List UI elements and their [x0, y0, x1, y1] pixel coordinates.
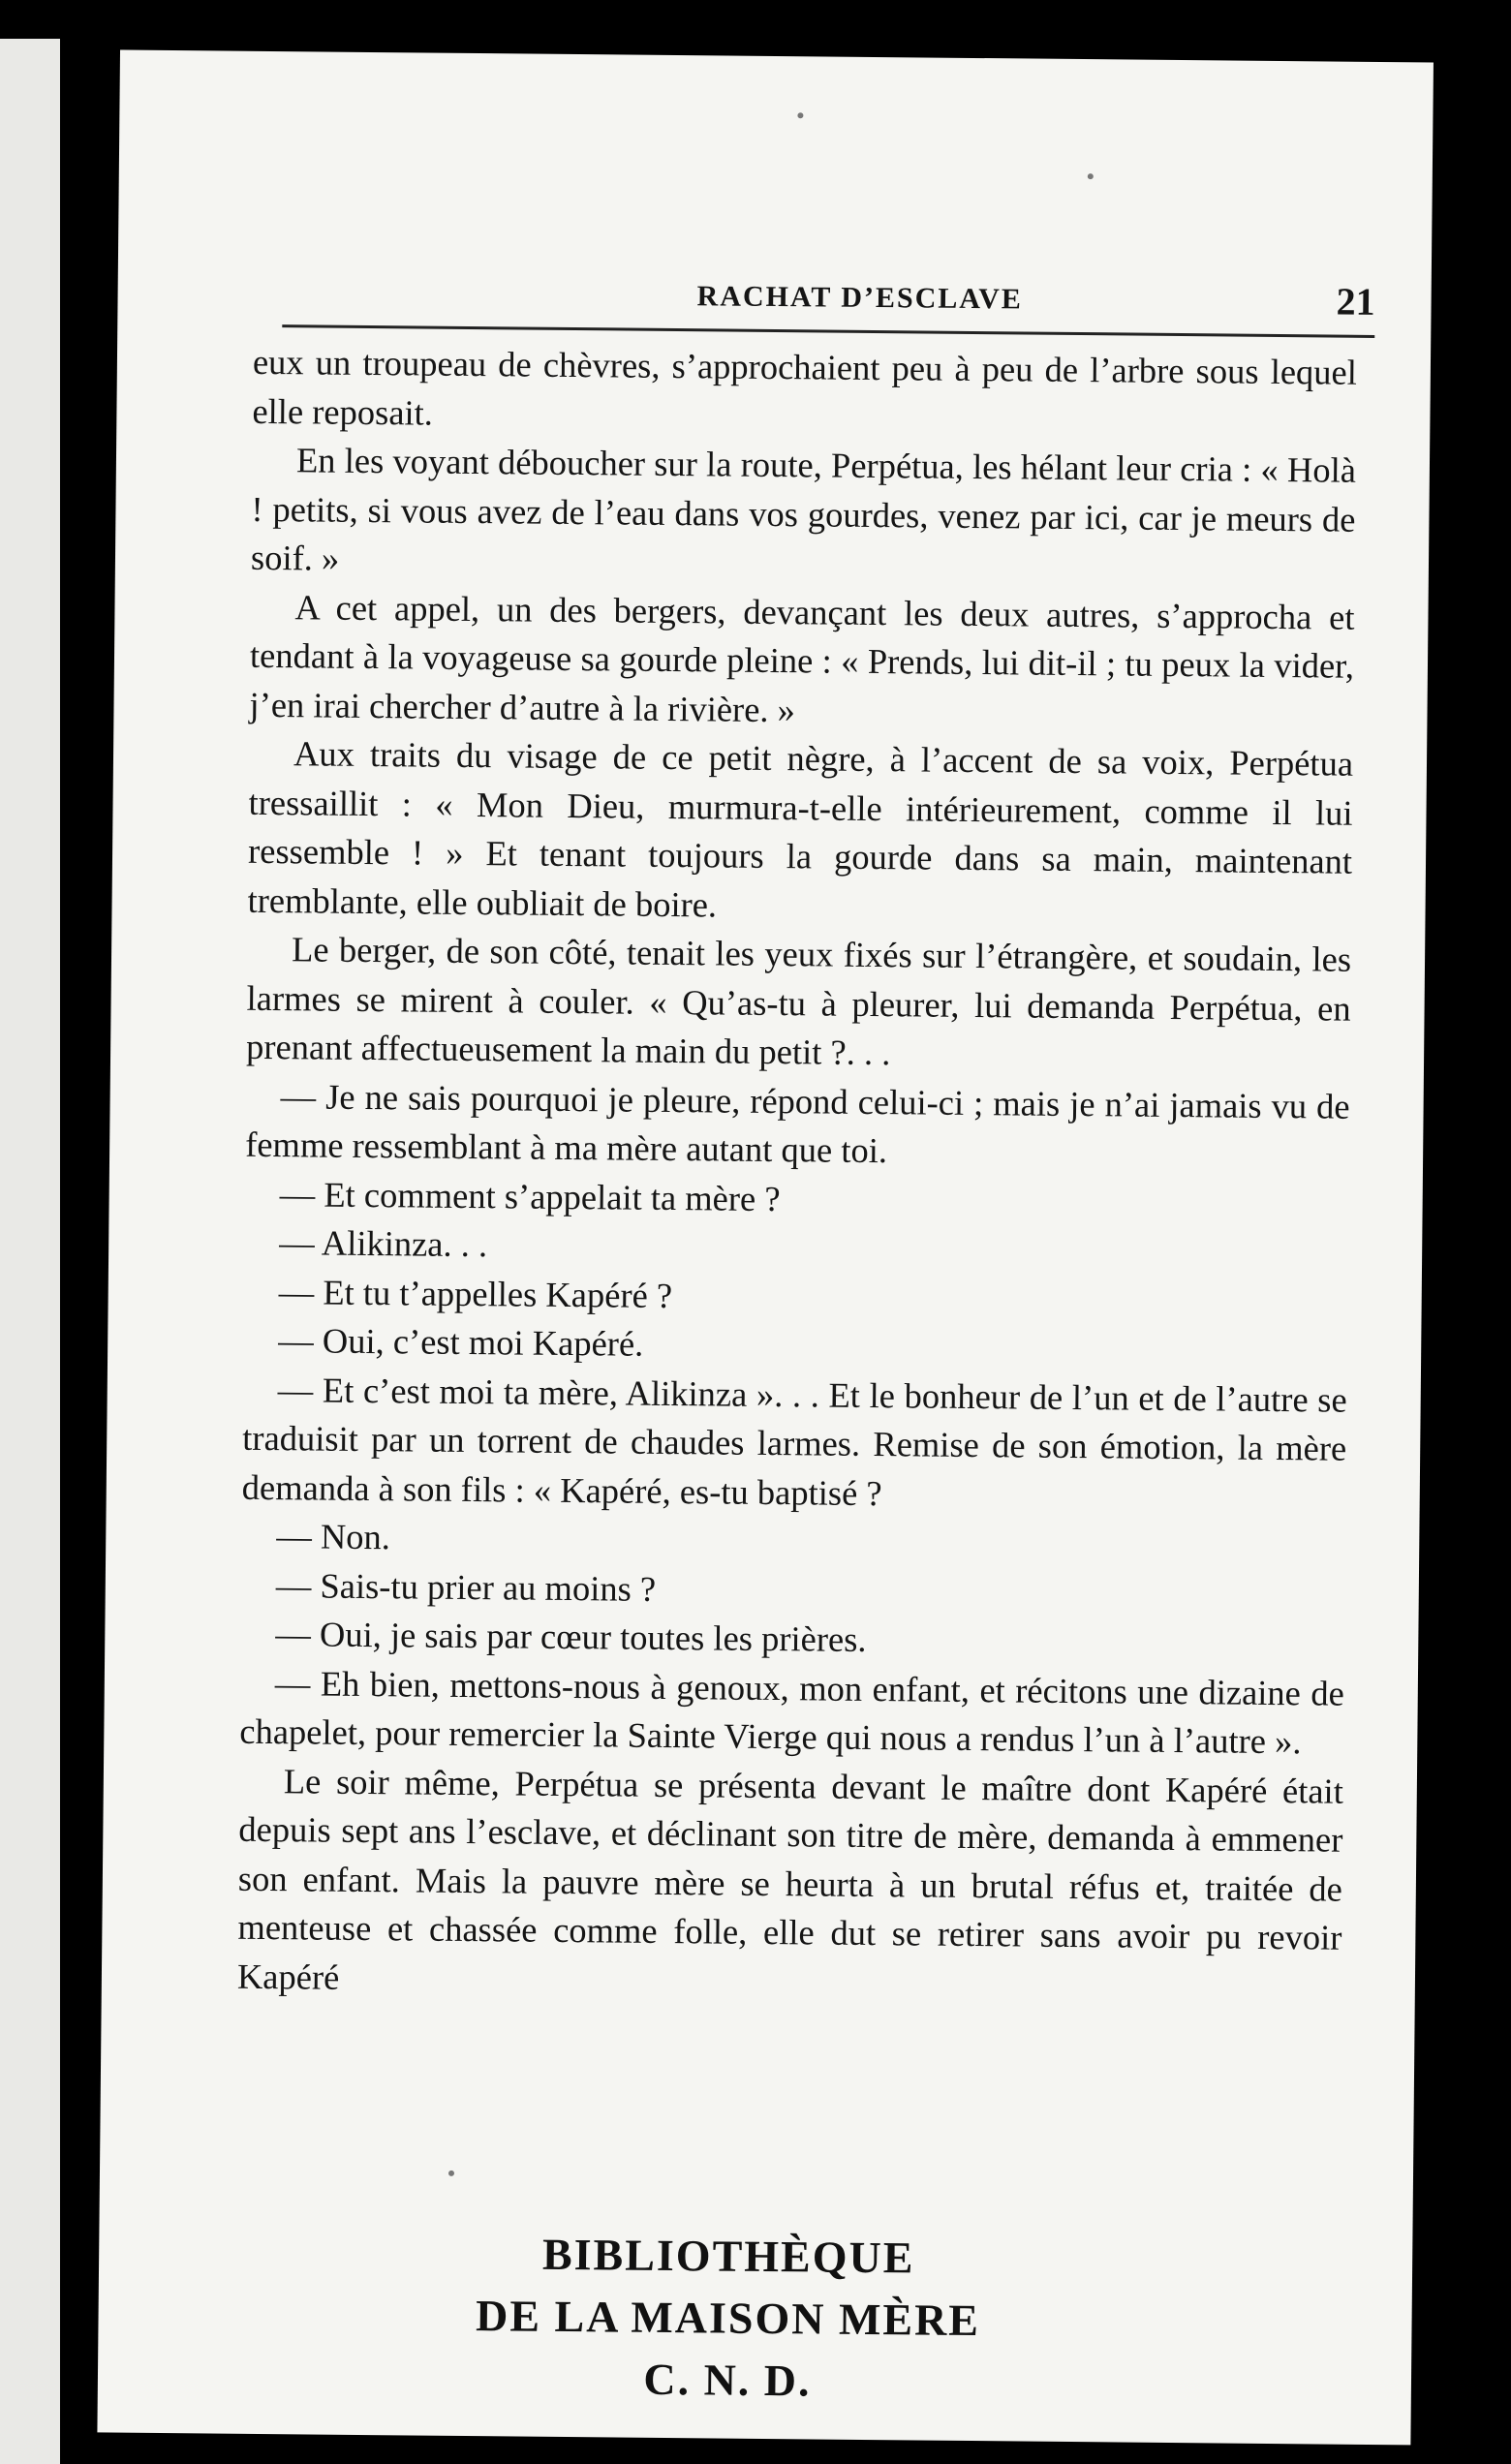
stamp-line-initials: C. N. D.: [643, 2354, 812, 2406]
paragraph: Le berger, de son côté, tenait les yeux fixés sur l’étrangère, et soudain, les larmes se mirent à couler. « Qu’as-tu à pleurer, lui demanda Perpétua, en prenant affectueusement la main du petit ?. . .: [245, 929, 1352, 1073]
stamp-line-house: DE LA MAISON MÈRE: [475, 2291, 981, 2346]
page-number: 21: [1336, 279, 1375, 323]
dialogue-line: — Et comment s’appelait ta mère ?: [279, 1173, 781, 1218]
paragraph: Aux traits du visage de ce petit nègre, à l’accent de sa voix, Perpétua tressaillit : « Mon Dieu, murmura-t-elle intérieurement, comme il lui ressemble ! » Et tenant toujours la gourde dans sa main, maintenant tremblante, elle oubliait de boire.: [247, 733, 1354, 924]
library-stamp: [292, 2221, 1165, 2416]
dialogue-line: — Oui, je sais par cœur toutes les prières.: [275, 1614, 867, 1659]
previous-page-edge: [0, 39, 60, 2464]
dialogue-line: — Je ne sais pourquoi je pleure, répond celui-ci ; mais je n’ai jamais vu de femme ressemblant à ma mère autant que toi.: [244, 1075, 1350, 1171]
paragraph: eux un troupeau de chèvres, s’approchaient peu à peu de l’arbre sous lequel elle reposait.: [252, 341, 1358, 433]
running-head-title: RACHAT D’ESCLAVE: [696, 280, 1023, 316]
body-text: [237, 338, 1357, 2012]
stamp-line-library: BIBLIOTHÈQUE: [541, 2229, 915, 2283]
dialogue-line: — Oui, c’est moi Kapéré.: [278, 1320, 644, 1364]
paragraph: En les voyant déboucher sur la route, Perpétua, les hélant leur cria : « Holà ! petits, si vous avez de l’eau dans vos gourdes, venez par ici, car je meurs de soif. »: [250, 440, 1357, 578]
paragraph: Le soir même, Perpétua se présenta devant le maître dont Kapéré était depuis sept ans l’esclave, et déclinant son titre de mère, demanda à emmener son enfant. Mais la pauvre mère se heurta à un brutal réfus et, traitée de menteuse et chassée comme folle, elle dut se retirer sans avoir pu revoir Kapéré: [236, 1760, 1344, 1997]
dialogue-line: — Eh bien, mettons-nous à genoux, mon enfant, et récitons une dizaine de chapelet, pour remercier la Sainte Vierge qui nous a rendus l’un à l’autre ».: [239, 1662, 1345, 1762]
dialogue-line: — Sais-tu prier au moins ?: [275, 1564, 657, 1609]
dialogue-line: — Et tu t’appelles Kapéré ?: [278, 1271, 673, 1315]
paragraph: A cet appel, un des bergers, devançant les deux autres, s’approcha et tendant à la voyageuse sa gourde pleine : « Prends, lui dit-il ; tu peux la vider, j’en irai chercher d’autre à la rivière. »: [249, 586, 1355, 729]
dialogue-line: — Alikinza. . .: [279, 1222, 488, 1265]
running-head: [282, 266, 1375, 338]
scan-speck: [797, 112, 803, 118]
scan-speck: [1088, 173, 1094, 179]
dialogue-line: — Non.: [276, 1516, 391, 1557]
dialogue-line: — Et c’est moi ta mère, Alikinza ». . . Et le bonheur de l’un et de l’autre se traduisit par un torrent de chaudes larmes. Remise de son émotion, la mère demanda à son fils : « Kapéré, es-tu baptisé ?: [241, 1369, 1347, 1513]
scan-speck: [448, 2171, 454, 2176]
book-page: [97, 49, 1434, 2445]
